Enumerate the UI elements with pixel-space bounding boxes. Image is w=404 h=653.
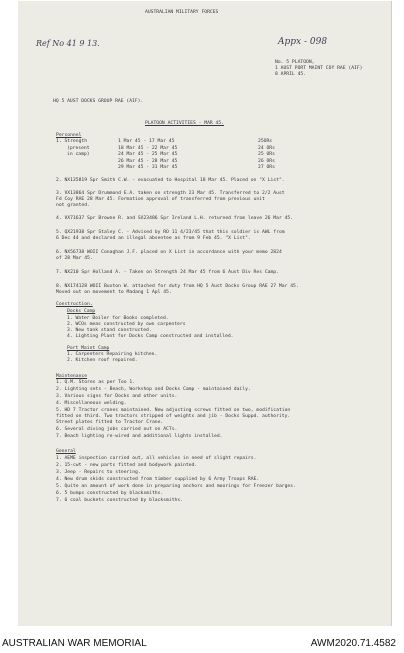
strength-label: (present xyxy=(67,146,90,151)
list-item: 2. 15-cwt - new parts fitted and bodywork painted. xyxy=(56,463,198,468)
list-item: 5. QX21938 Spr Staley C. - Advised by RO 11 4/23/45 that this soldier is AWL from xyxy=(56,230,285,235)
strength-count: 25 ORs xyxy=(258,152,275,157)
strength-period: 1 Mar 45 - 17 Mar 45 xyxy=(118,139,175,144)
strength-label: 1. Strength xyxy=(56,139,88,144)
list-item: 4. Lighting Plant for Docks Camp constructed and installed. xyxy=(67,334,234,339)
strength-count: 24 ORs xyxy=(258,146,275,151)
list-item: 4. New drum skids constructed from timber supplied by 6 Army Troops RAE. xyxy=(56,477,260,482)
archive-footer xyxy=(0,635,404,653)
list-item: 6. Several diving jobs carried out on ACTs. xyxy=(56,427,178,432)
document-title: PLATOON ACTIVITIES - MAR 45. xyxy=(145,121,225,126)
list-item: 1. Q.M. Stores as per Too 1. xyxy=(56,380,136,385)
list-item: 1. Carpenters Repairing kitchen. xyxy=(67,352,158,357)
maintenance-heading: Maintenance xyxy=(56,374,88,379)
list-item: 5. Quite an amount of work done in preparing anchors and moorings for Freezer barges. xyxy=(56,484,296,489)
list-item: 5. HD 7 Tractor cranes maintained. New adjusting screws fitted on two, modification xyxy=(56,408,291,413)
strength-period: 29 Mar 45 - 31 Mar 45 xyxy=(118,165,178,170)
strength-count: 25ORs xyxy=(258,139,273,144)
list-item: 1. AEME inspection carried out, all vehicles in need of slight repairs. xyxy=(56,456,257,461)
list-item: 6. 5 bumps constructed by blacksmiths. xyxy=(56,491,164,496)
list-item: 2. WCOs meas constructed by own carpenters xyxy=(67,322,186,327)
list-item-continuation: not granted. xyxy=(56,203,90,208)
list-item: 3. Various signs for Docks and other units. xyxy=(56,394,178,399)
list-item: 4. VX71637 Spr Browne R. and SX23486 Spr Ireland L.H. returned from leave 26 Mar 45. xyxy=(56,216,294,221)
list-item: 2. Lighting sets - Beach, Workshop and Docks Camp - maintained daily. xyxy=(56,387,251,392)
list-item: 7. 6 coal buckets constructed by blacksmiths. xyxy=(56,498,183,503)
list-item-continuation: Moved out on movement to Madang 1 Apl 45. xyxy=(56,290,172,295)
list-item: 7. NX210 Spr Holland A. - Taken on Strength 24 Mar 45 from 6 Aust Div Res Camp. xyxy=(56,270,279,275)
list-item-continuation: 6 Dec 44 and declared an illegal absentee as from 9 Feb 45. "X List". xyxy=(56,236,251,241)
list-item: 6. NX56738 WOII Conaghan J.F. placed on X List in accordance with your memo 2824 xyxy=(56,250,282,255)
general-heading: General xyxy=(56,449,76,454)
list-item: 7. Beach lighting re-wired and additional lights installed. xyxy=(56,434,223,439)
document-header-title: AUSTRALIAN MILITARY FORCES xyxy=(145,10,219,15)
docks-camp-heading: Docks Camp xyxy=(67,309,96,314)
list-item: 2. Kitchen roof repaired. xyxy=(67,358,138,363)
strength-period: 26 Mar 45 - 28 Mar 45 xyxy=(118,159,178,164)
strength-count: 27 ORs xyxy=(258,165,275,170)
addressee: HQ 5 AUST DOCKS GROUP RAE (AIF). xyxy=(53,99,144,104)
list-item-continuation: of 28 Mar 45. xyxy=(56,256,93,261)
list-item: 3. Jeep - Repairs to steering. xyxy=(56,470,141,475)
strength-period: 24 Mar 45 - 25 Mar 45 xyxy=(118,152,178,157)
port-maint-heading: Port Maint Camp xyxy=(67,346,110,351)
list-item: 4. Miscellaneous welding. xyxy=(56,401,127,406)
appendix-handwriting: Appx - 098 xyxy=(278,37,328,47)
strength-period: 18 Mar 45 - 22 Mar 45 xyxy=(118,146,178,151)
strength-label: in camp) xyxy=(67,152,90,157)
unit-line: 8 APRIL 45. xyxy=(275,72,307,77)
unit-line: No. 5 PLATOON, xyxy=(275,60,315,65)
list-item: 1. Water Boiler for Books completed. xyxy=(67,316,169,321)
footer-institution: AUSTRALIAN WAR MEMORIAL xyxy=(2,638,147,649)
list-item: 2. NX135819 Spr Smith C.W. - evacuated to Hospital 18 Mar 45. Placed on "X List". xyxy=(56,178,285,183)
list-item: 8. NX174128 WOII Buxton W. attached for duty from HQ 5 Aust Docks Group RAE 27 Mar 45. xyxy=(56,284,299,289)
construction-heading: Construction. xyxy=(56,302,93,307)
personnel-heading: Personnel xyxy=(56,133,82,138)
footer-accession-number: AWM2020.71.4582 xyxy=(310,638,396,649)
strength-count: 26 ORs xyxy=(258,159,275,164)
list-item-continuation: Street plates fitted to Tractor Crane. xyxy=(56,420,164,425)
list-item: 3. New tank stand constructed. xyxy=(67,328,152,333)
reference-number: Ref No 41 9 13. xyxy=(36,39,100,48)
list-item: 3. VX13864 Spr Drummond E.A. taken on strength 23 Mar 45. Transferred to 2/2 Aust xyxy=(56,191,285,196)
list-item-continuation: fitted on third. Two tractors stripped of weights and jib - Docks Suppd. authority. xyxy=(56,414,291,419)
list-item-continuation: Fd Coy RAE 28 Mar 45. Formation approval of transferred from previous unit xyxy=(56,197,265,202)
unit-line: 1 AUST PORT MAINT COY RAE (AIF) xyxy=(275,66,363,71)
